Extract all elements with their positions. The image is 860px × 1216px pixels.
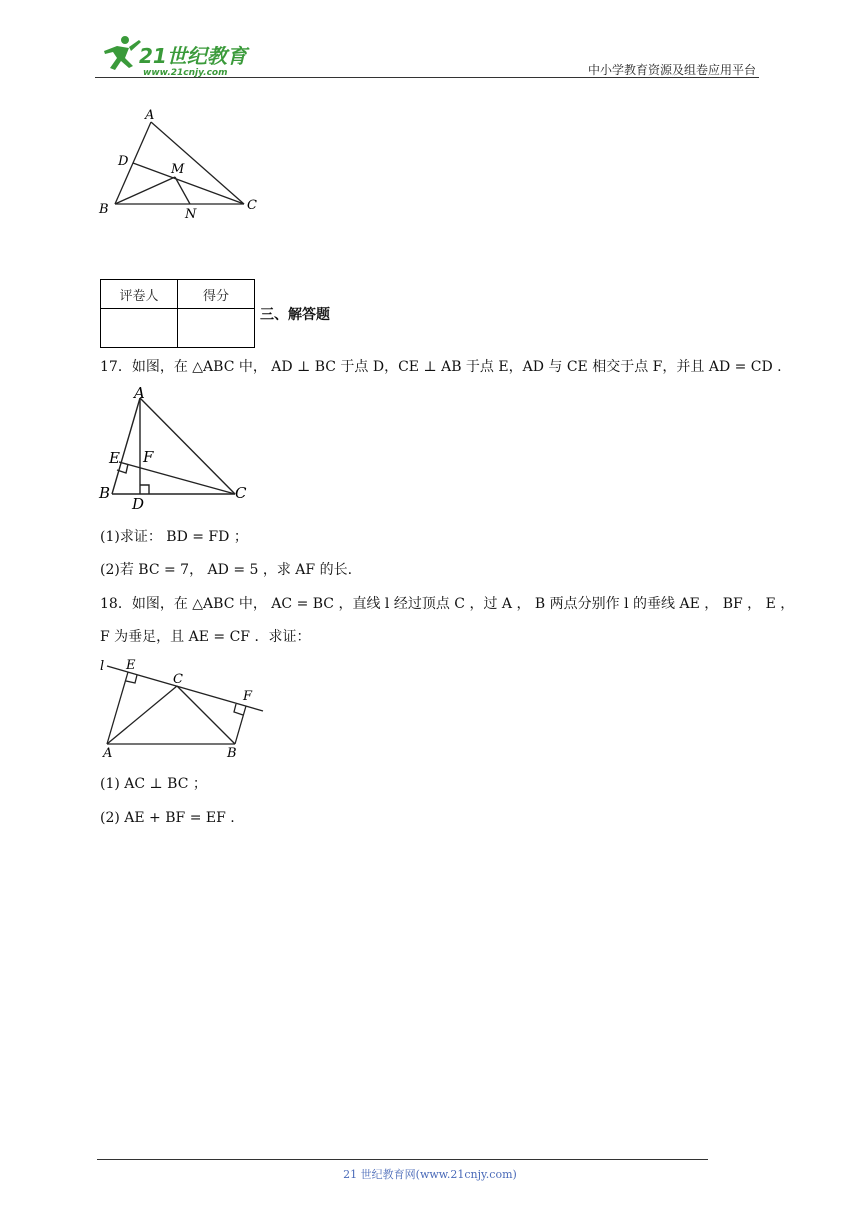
- fig1-label-b: B: [99, 202, 109, 217]
- q17-part1: (1)求证： BD = FD ；: [100, 529, 248, 545]
- q17-stem: 17．如图，在 △ABC 中， AD ⊥ BC 于点 D，CE ⊥ AB 于点 E，AD 与 CE 相交于点 F，并且 AD = CD .: [100, 359, 782, 375]
- fig1-label-c: C: [247, 198, 257, 213]
- q18-part2: (2) AE + BF = EF .: [100, 810, 235, 826]
- q18-stem-line2: F 为垂足，且 AE = CF ．求证：: [100, 629, 311, 645]
- header-platform-text: 中小学教育资源及组卷应用平台: [587, 63, 756, 77]
- q17-label-b: B: [99, 484, 111, 502]
- section-title: 三、解答题: [260, 307, 330, 323]
- score-table-cell-grader: [101, 309, 178, 348]
- fig1-label-a: A: [145, 108, 155, 123]
- q18-label-a: A: [103, 746, 113, 761]
- footer-divider: [97, 1159, 708, 1160]
- fig1-label-n: N: [185, 207, 197, 222]
- runner-icon: [104, 36, 141, 70]
- logo-text: 21世纪教育: [139, 44, 247, 68]
- q18-label-f: F: [243, 689, 253, 704]
- header-divider: [95, 77, 759, 78]
- q18-part1: (1) AC ⊥ BC ；: [100, 776, 207, 792]
- q18-stem-line1: 18．如图，在 △ABC 中， AC = BC ，直线 l 经过顶点 C ，过 A ， B 两点分别作 l 的垂线 AE ， BF ， E ，: [100, 596, 795, 612]
- figure-q18: [95, 654, 270, 764]
- score-table-cell-score: [178, 309, 255, 348]
- logo-url: www.21cnjy.com: [143, 68, 228, 78]
- q17-part2: (2)若 BC = 7， AD = 5 ，求 AF 的长.: [100, 562, 353, 578]
- score-table-header-grader: 评卷人: [101, 280, 178, 309]
- site-logo: [95, 34, 265, 80]
- fig1-label-m: M: [171, 162, 185, 177]
- q17-label-f: F: [143, 448, 154, 466]
- q17-label-e: E: [109, 449, 120, 467]
- figure-1-triangle: [95, 104, 270, 224]
- footer-text[interactable]: 21 世纪教育网(www.21cnjy.com): [343, 1168, 517, 1181]
- q17-label-a: A: [134, 384, 145, 402]
- q17-label-d: D: [132, 495, 145, 512]
- q18-label-l: l: [100, 659, 105, 674]
- score-table-header-score: 得分: [178, 280, 255, 309]
- q17-label-c: C: [235, 484, 247, 502]
- q18-label-b: B: [227, 746, 237, 761]
- score-table: [100, 279, 255, 348]
- q18-label-c: C: [173, 672, 183, 687]
- fig1-label-d: D: [118, 154, 129, 169]
- figure-q17: [95, 384, 255, 512]
- q18-label-e: E: [126, 658, 136, 673]
